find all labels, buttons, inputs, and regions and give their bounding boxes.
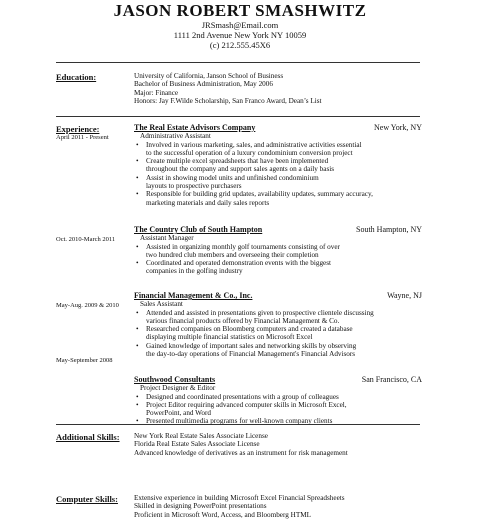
job-bullets: [134, 309, 422, 359]
job-company: Financial Management & Co., Inc.: [134, 291, 253, 300]
job-bullet: • Project Editor requiring advanced computer skills in Microsoft Excel,: [144, 401, 422, 409]
experience-label: Experience:: [56, 124, 100, 134]
job-heading: [134, 226, 422, 234]
job-location: South Hampton, NY: [356, 225, 422, 234]
job-company: The Country Club of South Hampton: [134, 225, 263, 234]
bullet-text: marketing materials and daily sales reports: [146, 198, 270, 207]
job-bullet: • Responsible for building grid updates, availability updates, summary accuracy,: [144, 190, 422, 198]
job-bullet: • Assisted in organizing monthly golf tournaments consisting of over: [144, 243, 422, 251]
job-bullet-continued: [144, 165, 422, 173]
job-heading: [134, 376, 422, 384]
job-bullet-continued: [144, 333, 422, 341]
education-label: Education:: [56, 72, 97, 82]
skill-line: Proficient in Microsoft Word, Access, and Bloomberg HTML: [134, 510, 312, 519]
bullet-text: companies in the golfing industry: [146, 267, 243, 276]
education-divider: [56, 116, 420, 117]
bullet-text: PowerPoint, and Word: [146, 409, 211, 418]
job-bullet: • Create multiple excel spreadsheets that have been implemented: [144, 157, 422, 165]
job-bullet: • Gained knowledge of important sales and networking skills by observing: [144, 342, 422, 350]
job-date: May-September 2008: [56, 357, 113, 364]
education-degree: Bachelor of Business Administration, May 2006: [134, 80, 273, 89]
job-title: Project Designer & Editor: [140, 384, 216, 393]
phone-text: (c) 212.555.45X6: [209, 40, 271, 50]
skill-line: Florida Real Estate Sales Associate License: [134, 440, 260, 449]
job-entry: [134, 292, 422, 358]
job-bullet: • Involved in various marketing, sales, and administrative activities essential: [144, 141, 422, 149]
job-title: Administrative Assistant: [140, 132, 211, 141]
job-date: April 2011 - Present: [56, 134, 109, 141]
bullet-text: throughout the company and support sales agents on a daily basis: [146, 165, 335, 174]
job-date: Oct. 2010-March 2011: [56, 236, 116, 243]
education-section: [134, 72, 422, 105]
additional-skills-label: Additional Skills:: [56, 432, 120, 442]
job-bullet-continued: [144, 199, 422, 207]
education-honors: Honors: Jay F.Wilde Scholarship, San Franco Award, Dean’s List: [134, 96, 322, 105]
education-school: University of California, Janson School of Business: [134, 72, 284, 80]
skill-line: New York Real Estate Sales Associate License: [134, 432, 268, 440]
job-location: Wayne, NJ: [387, 291, 422, 300]
job-location: New York, NY: [373, 123, 422, 132]
experience-divider: [56, 424, 420, 425]
skill-line: Extensive experience in building Microsoft Excel Financial Spreadsheets: [134, 494, 345, 502]
bullet-text: various financial products offered by Financial Management & Co.: [146, 316, 340, 325]
additional-skills-section: [134, 432, 422, 457]
job-company: Southwood Consultants: [134, 375, 216, 384]
job-entry: [134, 124, 422, 207]
header-divider: [56, 62, 420, 63]
email-text: JRSmash@Email.com: [201, 20, 279, 30]
job-bullets: [134, 141, 422, 207]
job-bullet: • Attended and assisted in presentations given to prospective clientele discussing: [144, 309, 422, 317]
job-title: Assistant Manager: [140, 234, 194, 243]
job-bullet-continued: [144, 350, 422, 358]
job-location: San Francisco, CA: [361, 375, 422, 384]
job-heading: [134, 292, 422, 300]
job-bullet: • Assist in showing model units and unfinished condominium: [144, 174, 422, 182]
address-text: 1111 2nd Avenue New York NY 10059: [173, 30, 307, 40]
job-bullet-continued: [144, 149, 422, 157]
education-major: Major: Finance: [134, 88, 179, 97]
job-bullet-continued: [144, 251, 422, 259]
job-entry: [134, 376, 422, 426]
job-date: May-Aug. 2009 & 2010: [56, 302, 119, 309]
job-bullet-continued: [144, 317, 422, 325]
job-bullet: • Coordinated and operated demonstration events with the biggest: [144, 259, 422, 267]
job-bullets: [134, 243, 422, 276]
job-title: Sales Assistant: [140, 300, 183, 309]
bullet-text: two hundred club members and overseeing their completion: [146, 250, 319, 259]
job-bullet-continued: [144, 409, 422, 417]
job-bullet: • Researched companies on Bloomberg computers and created a database: [144, 325, 422, 333]
candidate-name: JASON ROBERT SMASHWITZ: [113, 1, 367, 20]
job-bullets: [134, 393, 422, 426]
job-heading: [134, 124, 422, 132]
job-bullet-continued: [144, 182, 422, 190]
bullet-text: the day-to-day operations of Financial Management's Financial Advisors: [146, 350, 356, 359]
skill-line: Skilled in designing PowerPoint presentations: [134, 502, 267, 511]
computer-skills-label: Computer Skills:: [56, 494, 118, 504]
job-bullet-continued: [144, 267, 422, 275]
bullet-text: to the successful operation of a luxury condominium conversion project: [146, 148, 353, 157]
bullet-text: layouts to prospective purchasers: [146, 182, 242, 191]
computer-skills-section: [134, 494, 422, 519]
job-bullet: • Presented multimedia programs for well-known company clients: [144, 417, 422, 425]
skill-line: Advanced knowledge of derivatives as an instrument for risk management: [134, 448, 348, 457]
job-company: The Real Estate Advisors Company: [134, 123, 256, 132]
bullet-text: displaying multiple financial statistics on Microsoft Excel: [146, 333, 313, 342]
job-entry: [134, 226, 422, 276]
job-bullet: • Designed and coordinated presentations with a group of colleagues: [144, 393, 422, 401]
resume-header: [0, 0, 480, 50]
